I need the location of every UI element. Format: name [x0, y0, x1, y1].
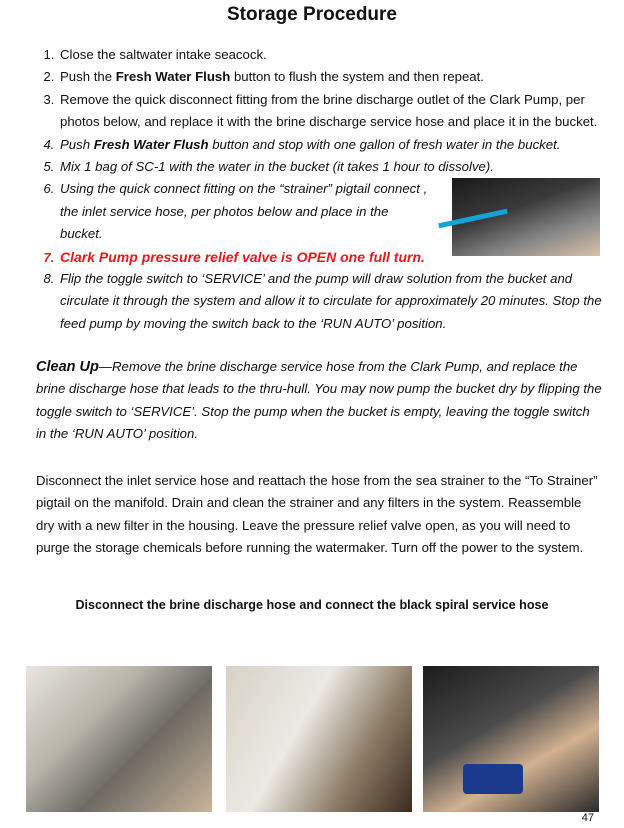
- step-3: 3. Remove the quick disconnect fitting from the brine discharge outlet of the Clark Pump, per photos below, and replace it with the brine discharge service hose and place it in the bucket.: [58, 89, 618, 134]
- disconnect-paragraph: Disconnect the inlet service hose and reattach the hose from the sea strainer to the “To Strainer” pigtail on the manifold. Drain and clean the strainer and any filters in the system. Reassemble dry with a new filter in the housing. Leave the pressure relief valve open, as you will need to purge the storage chemicals before running the watermaker. Turn off the power to the system.: [36, 473, 598, 556]
- step-1: 1. Close the saltwater intake seacock.: [58, 44, 618, 66]
- photo-pump: [423, 666, 599, 812]
- step-8: 8. Flip the toggle switch to ‘SERVICE’ and the pump will draw solution from the bucket and circulate it through the system and allow it to circulate for approximately 20 minutes. Stop the feed pump by moving the switch back to the ‘RUN AUTO’ position.: [58, 268, 618, 335]
- cleanup-heading: Clean Up: [36, 359, 99, 375]
- step-4: 4. Push Fresh Water Flush button and stop with one gallon of fresh water in the bucket.: [58, 134, 618, 156]
- page-title: Storage Procedure: [227, 4, 397, 25]
- step-6: 6. Using the quick connect fitting on the “strainer” pigtail connect , the inlet service hose, per photos below and place in the bucket.: [58, 178, 618, 245]
- step-7-warning: 7. Clark Pump pressure relief valve is OPEN one full turn.: [58, 246, 618, 268]
- step-2: 2. Push the Fresh Water Flush button to flush the system and then repeat.: [58, 66, 618, 88]
- photo-hoses: [26, 666, 212, 812]
- pump-label-image: [463, 764, 523, 794]
- photo-quick-connect: [226, 666, 412, 812]
- step-5: 5. Mix 1 bag of SC-1 with the water in the bucket (it takes 1 hour to dissolve).: [58, 156, 618, 178]
- cleanup-paragraph: Clean Up—Remove the brine discharge service hose from the Clark Pump, and replace the brine discharge hose that leads to the thru-hull. You may now pump the bucket dry by flipping the toggle switch to ‘SERVICE’. Stop the pump when the bucket is empty, leaving the toggle switch in the ‘RUN AUTO’ position.: [36, 359, 602, 442]
- page-number: 47: [581, 812, 594, 824]
- photo-caption: Disconnect the brine discharge hose and connect the black spiral service hose: [75, 598, 549, 612]
- clark-pump-photo: [452, 178, 600, 256]
